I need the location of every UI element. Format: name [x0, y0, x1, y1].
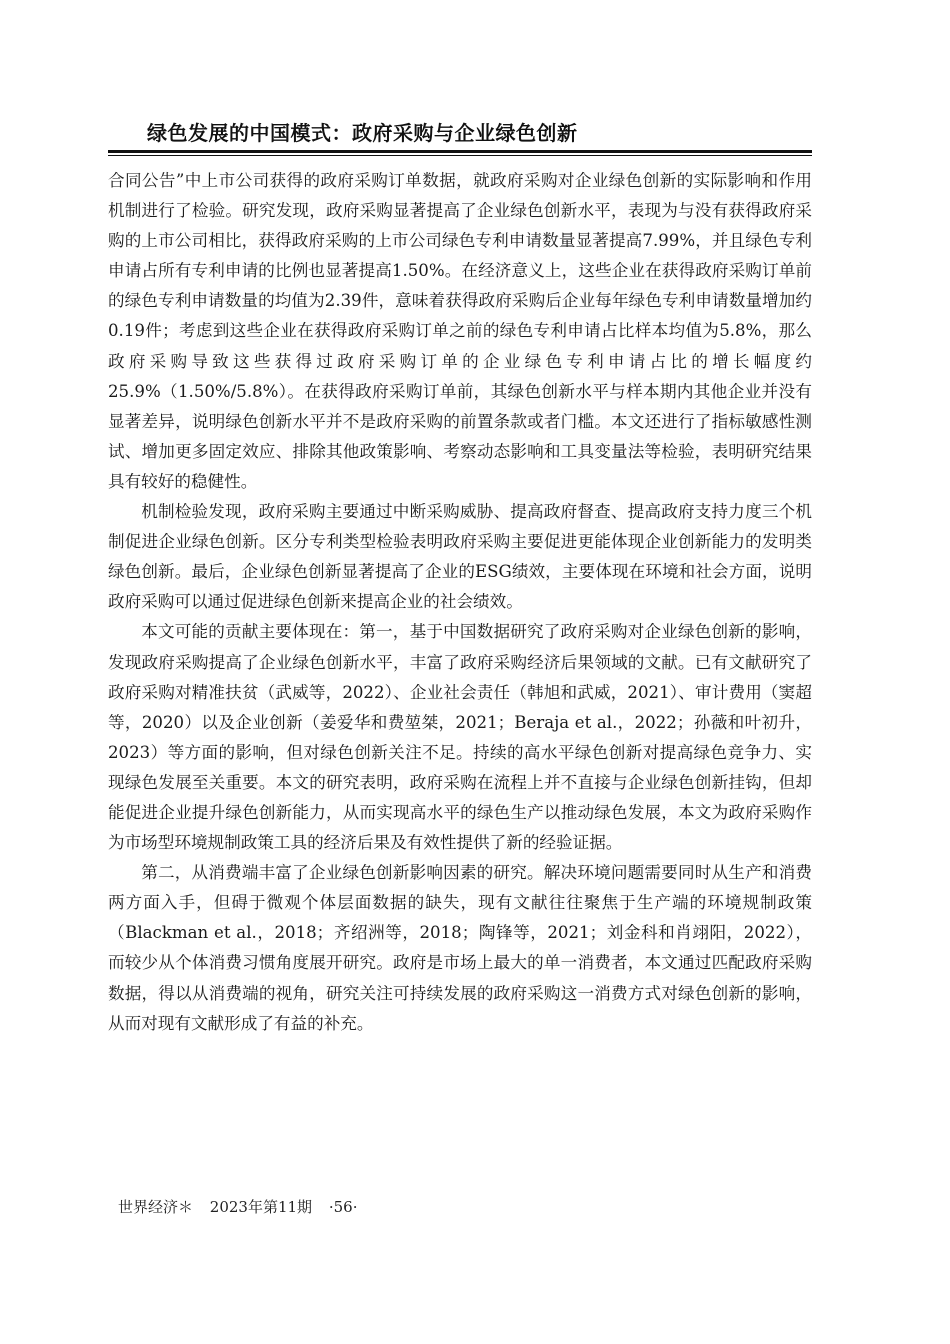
page-footer	[118, 1196, 369, 1217]
page-number: ·56·	[328, 1198, 358, 1216]
running-header-title: 绿色发展的中国模式：政府采购与企业绿色创新	[147, 121, 578, 145]
paragraph-mechanism: 机制检验发现，政府采购主要通过中断采购威胁、提高政府督查、提高政府支持力度三个机制促进企业绿色创新。区分专利类型检验表明政府采购主要促进更能体现企业创新能力的发明类绿色创新。最后，企业绿色创新显著提高了企业的ESG绩效，主要体现在环境和社会方面，说明政府采购可以通过促进绿色创新来提高企业的社会绩效。	[108, 502, 812, 612]
paragraph-contribution-1: 本文可能的贡献主要体现在：第一，基于中国数据研究了政府采购对企业绿色创新的影响，发现政府采购提高了企业绿色创新水平，丰富了政府采购经济后果领域的文献。已有文献研究了政府采购对精准扶贫（武威等，2022）、企业社会责任（韩旭和武威，2021）、审计费用（窦超等，2020）以及企业创新（姜爱华和费堃桀，2021；Beraja et al.，2022；孙薇和叶初升，2023）等方面的影响，但对绿色创新关注不足。持续的高水平绿色创新对提高绿色竞争力、实现绿色发展至关重要。本文的研究表明，政府采购在流程上并不直接与企业绿色创新挂钩，但却能促进企业提升绿色创新能力，从而实现高水平的绿色生产以推动绿色发展，本文为政府采购作为市场型环境规制政策工具的经济后果及有效性提供了新的经验证据。	[108, 622, 812, 853]
issue-label: 2023年第11期	[209, 1198, 313, 1216]
header-rule	[108, 150, 812, 153]
body-text	[108, 166, 812, 1039]
journal-name: 世界经济＊	[118, 1198, 194, 1216]
paragraph-contribution-2: 第二，从消费端丰富了企业绿色创新影响因素的研究。解决环境问题需要同时从生产和消费两方面入手，但碍于微观个体层面数据的缺失，现有文献往往聚焦于生产端的环境规制政策（Blackman et al.，2018；齐绍洲等，2018；陶锋等，2021；刘金科和肖翊阳，2022），而较少从个体消费习惯角度展开研究。政府是市场上最大的单一消费者，本文通过匹配政府采购数据，得以从消费端的视角，研究关注可持续发展的政府采购这一消费方式对绿色创新的影响，从而对现有文献形成了有益的补充。	[108, 863, 812, 1033]
header-rule-thin	[108, 155, 812, 156]
paragraph-continued: 合同公告”中上市公司获得的政府采购订单数据，就政府采购对企业绿色创新的实际影响和作用机制进行了检验。研究发现，政府采购显著提高了企业绿色创新水平，表现为与没有获得政府采购的上市公司相比，获得政府采购的上市公司绿色专利申请数量显著提高7.99%，并且绿色专利申请占所有专利申请的比例也显著提高1.50%。在经济意义上，这些企业在获得政府采购订单前的绿色专利申请数量的均值为2.39件，意味着获得政府采购后企业每年绿色专利申请数量增加约0.19件；考虑到这些企业在获得政府采购订单之前的绿色专利申请占比样本均值为5.8%，那么政府采购导致这些获得过政府采购订单的企业绿色专利申请占比的增长幅度约25.9%（1.50%/5.8%）。在获得政府采购订单前，其绿色创新水平与样本期内其他企业并没有显著差异，说明绿色创新水平并不是政府采购的前置条款或者门槛。本文还进行了指标敏感性测试、增加更多固定效应、排除其他政策影响、考察动态影响和工具变量法等检验，表明研究结果具有较好的稳健性。	[108, 171, 812, 491]
